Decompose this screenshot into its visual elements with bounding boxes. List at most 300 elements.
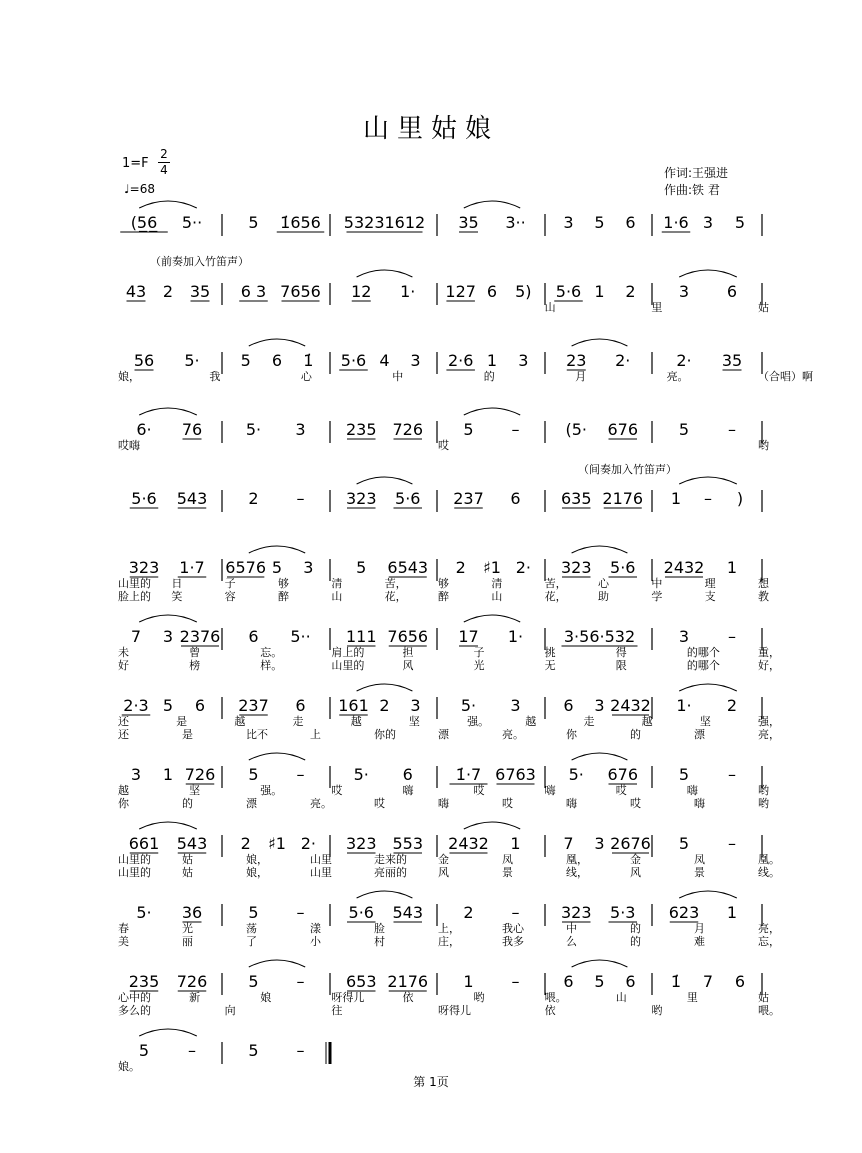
lyric-word: 脸上的 bbox=[118, 590, 151, 603]
lyric-word: 得 bbox=[615, 646, 627, 659]
note-group: 5 bbox=[271, 558, 283, 577]
note-group: 43 bbox=[125, 282, 147, 301]
note-group: 53231612 bbox=[343, 213, 426, 232]
note-group: – bbox=[511, 420, 520, 439]
lyric-word: 哎 bbox=[630, 797, 641, 810]
lyric-word: 心中的 bbox=[118, 991, 151, 1004]
lyric-word: 村 bbox=[374, 935, 385, 948]
note-group: 2432 bbox=[448, 834, 489, 853]
note-group: 6 bbox=[510, 489, 521, 508]
lyric-word: 么 bbox=[566, 935, 577, 948]
lyric-word: 的 bbox=[630, 935, 641, 948]
lyric-word: 榜 bbox=[189, 659, 201, 672]
note-group: – bbox=[511, 972, 520, 991]
lyric-word: 姑 bbox=[758, 991, 769, 1004]
lyric-word: 哎 bbox=[374, 797, 385, 810]
note-group: 5·6 bbox=[340, 351, 367, 370]
lyric-word: 风 bbox=[402, 659, 414, 672]
lyric-word: 强。 bbox=[467, 715, 490, 728]
note-group: 543 bbox=[176, 489, 208, 508]
prelude-annotation: （前奏加入竹笛声） bbox=[150, 255, 249, 268]
note-group: 6 bbox=[726, 282, 738, 301]
lyric-word: 姑 bbox=[182, 866, 193, 879]
lyric-word: 笑 bbox=[171, 590, 183, 603]
lyric-word: 线， bbox=[566, 866, 588, 879]
lyric-word: 小 bbox=[310, 935, 321, 948]
note-group: 5· bbox=[568, 765, 584, 784]
lyric-word: 山里 bbox=[310, 853, 332, 866]
note-group: 6763 bbox=[495, 765, 536, 784]
time-signature-bottom: 4 bbox=[160, 163, 168, 177]
note-group: 661 bbox=[128, 834, 160, 853]
note-group: 5· bbox=[353, 765, 369, 784]
note-group: 5 bbox=[678, 420, 690, 439]
note-group: 2 bbox=[379, 696, 390, 715]
note-group: 35 bbox=[189, 282, 211, 301]
note-group: 2676 bbox=[610, 834, 651, 853]
note-group: 2176 bbox=[602, 489, 644, 508]
lyric-word: 哟 bbox=[651, 1004, 663, 1017]
lyric-word: 哎 bbox=[331, 784, 343, 797]
lyric-word: 月 bbox=[575, 370, 587, 383]
note-group: – bbox=[296, 972, 305, 991]
lyric-word: 肩上的 bbox=[331, 646, 365, 659]
lyric-word: 容 bbox=[224, 590, 236, 603]
note-group: 1· bbox=[507, 627, 524, 646]
note-group: 76 bbox=[181, 420, 203, 439]
note-group: 1 bbox=[463, 972, 474, 991]
quarter-note-icon: ♩ bbox=[124, 182, 130, 196]
note-group: ♯1 bbox=[268, 834, 286, 853]
lyric-word: 清 bbox=[331, 577, 343, 590]
note-group: 5 bbox=[240, 351, 251, 370]
lyric-word: 哎嗨 bbox=[118, 439, 140, 452]
lyric-word: 你 bbox=[118, 797, 129, 810]
slur-arc bbox=[679, 684, 737, 691]
note-group: 237 bbox=[238, 696, 269, 715]
time-signature-top: 2 bbox=[160, 147, 168, 161]
note-group: 653 bbox=[345, 972, 377, 991]
lyric-word: 光 bbox=[473, 659, 485, 672]
note-group: 1 bbox=[510, 834, 521, 853]
lyric-word: 依 bbox=[402, 991, 414, 1004]
key-signature: 1=F bbox=[122, 156, 149, 171]
lyric-word: 姑 bbox=[758, 301, 769, 314]
slur-arc bbox=[679, 270, 737, 277]
note-group: 3 bbox=[295, 420, 306, 439]
slur-arc bbox=[139, 408, 197, 415]
note-group: 3 bbox=[130, 765, 142, 784]
lyric-word: 姑 bbox=[182, 853, 193, 866]
lyric-word: 重， bbox=[758, 646, 780, 659]
lyric-word: 凤 bbox=[502, 853, 513, 866]
note-group: 1· bbox=[676, 696, 692, 715]
lyric-word: 苦， bbox=[384, 577, 407, 590]
lyric-word: 子 bbox=[473, 646, 485, 659]
note-group: 2 bbox=[625, 282, 636, 301]
note-group: 2432 bbox=[663, 558, 705, 577]
note-group: 5 bbox=[594, 213, 605, 232]
note-group: 1 bbox=[726, 903, 738, 922]
note-group: 676 bbox=[607, 765, 639, 784]
lyric-word: 难 bbox=[694, 935, 705, 948]
lyric-word: 支 bbox=[704, 590, 716, 603]
note-group: 5 bbox=[248, 213, 259, 232]
note-group: 6· bbox=[136, 420, 152, 439]
lyric-word: 凰， bbox=[566, 853, 588, 866]
note-group: 5 bbox=[463, 420, 474, 439]
note-group: 553 bbox=[392, 834, 424, 853]
note-group: 1·6 bbox=[663, 213, 689, 232]
lyric-word: 够 bbox=[278, 577, 289, 590]
lyric-word: 教 bbox=[758, 590, 769, 603]
slur-arc bbox=[464, 615, 520, 622]
note-group: ) bbox=[736, 489, 744, 508]
lyric-word: 无 bbox=[544, 659, 556, 672]
lyric-word: 光 bbox=[182, 922, 193, 935]
lyric-word: 比不 bbox=[246, 728, 268, 741]
lyric-word: 山 bbox=[615, 991, 627, 1004]
note-group: 726 bbox=[392, 420, 424, 439]
lyric-word: 坚 bbox=[408, 715, 420, 728]
lyric-word: 醉 bbox=[278, 590, 289, 603]
lyric-word: 哎 bbox=[502, 797, 513, 810]
slur-arc bbox=[464, 408, 520, 415]
note-group: 2· bbox=[615, 351, 631, 370]
lyric-word: 新 bbox=[189, 991, 201, 1004]
note-group: 5·· bbox=[181, 213, 203, 232]
note-group: 6576 bbox=[225, 558, 267, 577]
lyric-word: 上 bbox=[310, 728, 321, 741]
page-number: 第 1页 bbox=[413, 1075, 449, 1089]
tempo-value: =68 bbox=[129, 182, 155, 196]
note-group: 323 bbox=[128, 558, 160, 577]
note-group: 3 bbox=[594, 834, 605, 853]
lyric-word: 哟 bbox=[473, 991, 485, 1004]
note-group: 1̇656 bbox=[280, 213, 321, 232]
note-group: 235 bbox=[345, 420, 377, 439]
lyric-word: 金 bbox=[438, 853, 449, 866]
note-group: 5·· bbox=[290, 627, 311, 646]
note-group: 2176 bbox=[387, 972, 429, 991]
lyric-word: 的 bbox=[182, 797, 193, 810]
lyric-word: 走来的 bbox=[374, 853, 407, 866]
note-group: – bbox=[704, 489, 712, 508]
note-group: 5· bbox=[184, 351, 200, 370]
lyric-word: 走 bbox=[583, 715, 595, 728]
note-group: 6 3 bbox=[240, 282, 267, 301]
note-group: 5) bbox=[515, 282, 532, 301]
note-group: 2376 bbox=[179, 627, 221, 646]
note-group: – bbox=[728, 765, 736, 784]
note-group: – bbox=[296, 489, 305, 508]
slur-arc bbox=[572, 546, 628, 553]
slur-arc bbox=[249, 960, 305, 967]
note-group: 3 bbox=[702, 213, 714, 232]
composer-credit: 作曲:铁 君 bbox=[664, 183, 720, 197]
lyric-word: 多么的 bbox=[118, 1004, 151, 1017]
lyric-word: 忘。 bbox=[260, 646, 283, 659]
note-group: 2·3 bbox=[123, 696, 149, 715]
slur-arc bbox=[357, 270, 413, 277]
lyric-word: 呀得儿 bbox=[438, 1004, 471, 1017]
note-group: 5 bbox=[678, 834, 690, 853]
note-group: 5 bbox=[594, 972, 605, 991]
note-group: 1̇·7 bbox=[455, 765, 482, 784]
note-group: 5 bbox=[678, 765, 690, 784]
note-group: – bbox=[296, 1041, 305, 1060]
lyric-word: 花， bbox=[544, 590, 567, 603]
note-group: 2 bbox=[455, 558, 466, 577]
lyric-word: 忘， bbox=[758, 935, 780, 948]
note-group: 6 bbox=[486, 282, 498, 301]
lyric-word: 是 bbox=[176, 715, 188, 728]
note-group: 5·6 bbox=[348, 903, 374, 922]
slur-arc bbox=[464, 201, 520, 208]
lyric-word: 花， bbox=[384, 590, 407, 603]
lyricist-credit: 作词:王强进 bbox=[664, 166, 729, 180]
note-group: 5 bbox=[138, 1041, 150, 1060]
note-group: 726 bbox=[176, 972, 208, 991]
lyric-word: 荡 bbox=[246, 922, 257, 935]
note-group: 3·56·532 bbox=[563, 627, 636, 646]
lyric-word: 好， bbox=[758, 659, 780, 672]
note-group: 12 bbox=[351, 282, 372, 301]
note-group: 6 bbox=[402, 765, 413, 784]
lyric-word: 往 bbox=[331, 1004, 343, 1017]
lyric-word: 漂 bbox=[246, 797, 257, 810]
note-group: 5 bbox=[248, 972, 259, 991]
slur-arc bbox=[464, 822, 520, 829]
note-group: (5· bbox=[565, 420, 588, 439]
lyric-word: 里 bbox=[651, 301, 663, 314]
note-group: 5·6 bbox=[395, 489, 421, 508]
note-group: (5̲6̲ bbox=[130, 213, 158, 232]
lyric-word: 样。 bbox=[260, 659, 283, 672]
lyric-word: 上， bbox=[438, 922, 460, 935]
lyric-word: 坚 bbox=[699, 715, 711, 728]
lyric-word: 山里的 bbox=[118, 577, 151, 590]
lyric-word: 越 bbox=[118, 784, 129, 797]
lyric-word: 山里的 bbox=[118, 866, 151, 879]
lyric-word: 你的 bbox=[374, 728, 396, 741]
note-group: 1·7 bbox=[179, 558, 205, 577]
note-group: 2· bbox=[300, 834, 316, 853]
note-group: 7 bbox=[130, 627, 142, 646]
lyric-word: 了 bbox=[246, 935, 257, 948]
slur-arc bbox=[572, 753, 628, 760]
slur-arc bbox=[357, 477, 413, 484]
slur-arc bbox=[357, 891, 413, 898]
lyric-word: 心 bbox=[598, 577, 609, 590]
note-group: 7 bbox=[563, 834, 574, 853]
lyric-word: 山 bbox=[331, 590, 343, 603]
lyric-word: 中 bbox=[566, 922, 577, 935]
lyric-word: 的 bbox=[483, 370, 495, 383]
lyric-word: 我 bbox=[209, 370, 221, 383]
note-group: 7656 bbox=[280, 282, 321, 301]
lyric-word: 够 bbox=[438, 577, 449, 590]
note-group: 5 bbox=[734, 213, 746, 232]
note-group: 4 bbox=[379, 351, 390, 370]
note-group: – bbox=[296, 903, 305, 922]
lyric-word: 娘， bbox=[246, 866, 268, 879]
lyric-word: 越 bbox=[525, 715, 537, 728]
note-group: 23 bbox=[566, 351, 587, 370]
lyric-word: 越 bbox=[234, 715, 246, 728]
note-group: 5· bbox=[136, 903, 152, 922]
note-group: – bbox=[511, 903, 520, 922]
note-group: 3 bbox=[678, 282, 690, 301]
lyric-word: 未 bbox=[118, 646, 129, 659]
lyric-word: 理 bbox=[704, 577, 716, 590]
note-group: 161 bbox=[338, 696, 369, 715]
note-group: 3 bbox=[510, 696, 521, 715]
interlude-annotation: （间奏加入竹笛声） bbox=[578, 463, 677, 476]
lyric-word: 娘， bbox=[246, 853, 268, 866]
lyric-word: 的哪个 bbox=[686, 659, 720, 672]
slur-arc bbox=[139, 1029, 197, 1036]
slur-arc bbox=[249, 753, 305, 760]
lyric-word: 中 bbox=[392, 370, 404, 383]
lyric-word: 学 bbox=[651, 590, 663, 603]
note-group: 5·6 bbox=[131, 489, 157, 508]
note-group: 7656 bbox=[387, 627, 429, 646]
note-group: 6 bbox=[734, 972, 746, 991]
lyric-word: 庄， bbox=[438, 935, 460, 948]
lyric-word: 春 bbox=[118, 922, 129, 935]
note-group: 6 bbox=[295, 696, 306, 715]
lyric-word: 好 bbox=[118, 659, 129, 672]
note-group: 3 bbox=[678, 627, 690, 646]
note-group: 2432 bbox=[610, 696, 651, 715]
note-group: 6 bbox=[563, 696, 574, 715]
lyric-word: 坚 bbox=[189, 784, 201, 797]
note-group: 323 bbox=[560, 903, 592, 922]
lyric-word: 越 bbox=[641, 715, 653, 728]
lyric-word: 风 bbox=[438, 866, 449, 879]
lyric-word: 想 bbox=[758, 577, 769, 590]
note-group: – bbox=[296, 765, 305, 784]
note-group: 1 bbox=[486, 351, 498, 370]
lyric-word: 是 bbox=[182, 728, 193, 741]
note-group: 2 bbox=[248, 489, 259, 508]
note-group: 237 bbox=[453, 489, 484, 508]
lyric-word: 挑 bbox=[544, 646, 556, 659]
note-group: – bbox=[728, 420, 736, 439]
note-group: ♯1 bbox=[483, 558, 501, 577]
note-group: 3 bbox=[518, 351, 529, 370]
note-group: 5 bbox=[248, 765, 259, 784]
lyric-word: 嗨 bbox=[544, 784, 556, 797]
note-group: 635 bbox=[560, 489, 592, 508]
lyric-word: 曾 bbox=[189, 646, 201, 659]
lyric-word: 的 bbox=[630, 728, 641, 741]
slur-arc bbox=[139, 201, 197, 208]
lyric-word: 喂。 bbox=[544, 991, 567, 1004]
slur-arc bbox=[249, 546, 305, 553]
lyric-word: 呀得儿 bbox=[331, 991, 365, 1004]
lyric-word: 日 bbox=[171, 577, 183, 590]
note-group: 5·6 bbox=[555, 282, 582, 301]
note-group: 3 bbox=[410, 351, 421, 370]
note-group: 6 bbox=[625, 972, 636, 991]
slur-arc bbox=[139, 615, 197, 622]
lyric-word: 向 bbox=[224, 1004, 236, 1017]
lyric-word: 亮丽的 bbox=[374, 866, 407, 879]
song-title: 山里姑娘 bbox=[362, 114, 499, 144]
lyric-word: 哟 bbox=[758, 797, 769, 810]
lyric-word: 嗨 bbox=[566, 797, 577, 810]
lyric-word: 强， bbox=[758, 715, 780, 728]
note-group: 2· bbox=[515, 558, 531, 577]
note-group: 5 bbox=[356, 558, 367, 577]
note-group: 2 bbox=[162, 282, 174, 301]
lyric-word: 漂 bbox=[438, 728, 449, 741]
note-group: 726 bbox=[184, 765, 216, 784]
lyric-word: 嗨 bbox=[438, 797, 449, 810]
note-group: 3 bbox=[410, 696, 421, 715]
note-group: 6 bbox=[563, 972, 574, 991]
note-group: 1 bbox=[726, 558, 738, 577]
note-group: 1 bbox=[670, 489, 682, 508]
lyric-word: 我心 bbox=[502, 922, 524, 935]
note-group: 2 bbox=[463, 903, 474, 922]
lyric-word: 山里的 bbox=[118, 853, 151, 866]
lyric-word: 亮。 bbox=[310, 797, 332, 810]
note-group: 543 bbox=[176, 834, 208, 853]
lyric-word: 娘。 bbox=[118, 1060, 140, 1073]
slur-arc bbox=[357, 684, 413, 691]
note-group: 3 bbox=[594, 696, 605, 715]
slur-arc bbox=[249, 339, 305, 346]
note-group: 676 bbox=[607, 420, 639, 439]
lyric-word: 还 bbox=[118, 715, 129, 728]
lyric-word: 喂。 bbox=[758, 1004, 780, 1017]
lyric-word: 你 bbox=[566, 728, 577, 741]
note-group: – bbox=[188, 1041, 196, 1060]
note-group: 1 bbox=[162, 765, 174, 784]
lyric-word: 娘， bbox=[118, 370, 140, 383]
note-group: 5· bbox=[245, 420, 262, 439]
lyric-word: 苦， bbox=[544, 577, 567, 590]
note-group: 17 bbox=[458, 627, 479, 646]
note-group: – bbox=[728, 834, 736, 853]
note-group: 1̇ bbox=[670, 972, 682, 991]
lyric-word: 月 bbox=[694, 922, 705, 935]
lyric-word: 助 bbox=[598, 590, 609, 603]
note-group: 35 bbox=[458, 213, 479, 232]
lyric-word: 哎 bbox=[438, 439, 449, 452]
lyric-word: 亮。 bbox=[502, 728, 524, 741]
lyric-word: （合唱）啊 bbox=[758, 370, 813, 383]
note-group: 56 bbox=[133, 351, 155, 370]
note-group: 623 bbox=[668, 903, 700, 922]
lyric-word: 亮， bbox=[758, 728, 780, 741]
note-group: 7 bbox=[702, 972, 714, 991]
lyric-word: 担 bbox=[402, 646, 414, 659]
slur-arc bbox=[572, 339, 628, 346]
lyric-word: 里 bbox=[686, 991, 698, 1004]
lyric-word: 走 bbox=[292, 715, 304, 728]
note-group: 36 bbox=[181, 903, 203, 922]
note-group: 35 bbox=[721, 351, 743, 370]
lyric-word: 漾 bbox=[310, 922, 321, 935]
lyric-word: 山 bbox=[544, 301, 556, 314]
note-group: 1̇ bbox=[303, 351, 314, 370]
lyric-word: 凰。 bbox=[758, 853, 780, 866]
lyric-word: 亮， bbox=[758, 922, 780, 935]
